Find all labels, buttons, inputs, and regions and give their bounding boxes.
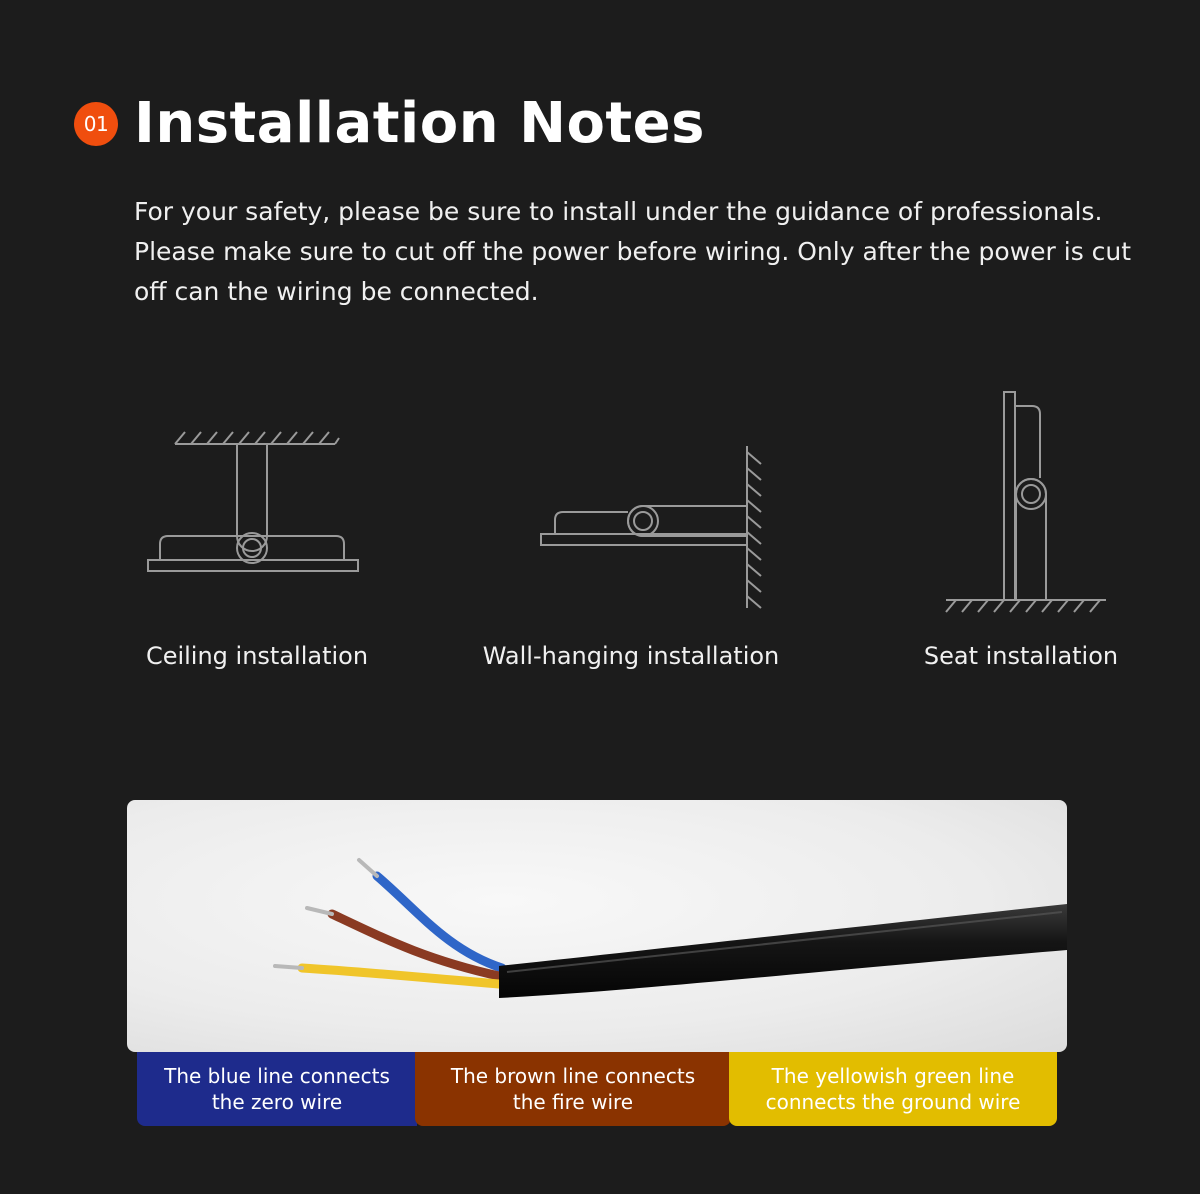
caption-wall-hanging: Wall-hanging installation [482,642,780,670]
page-title: Installation Notes [134,91,705,156]
section-number-badge: 01 [74,102,118,146]
caption-ceiling: Ceiling installation [145,642,369,670]
safety-intro-text: For your safety, please be sure to install under the guidance of professionals. Please make sure to cut off the power before wiring. Only after the power is cut off can the wiring be connected. [134,197,1132,306]
ceiling-mount-icon [140,424,370,584]
cable-photo [127,800,1067,1052]
blue-wire [377,876,502,968]
yellow-wire-label-text: The yellowish green line connects the ground wire [765,1064,1021,1114]
wall-mount-icon [535,440,775,612]
section-header [74,92,705,156]
brown-wire-label [415,1052,731,1126]
brown-wire-label-text: The brown line connects the fire wire [450,1064,696,1114]
black-cable [499,904,1067,998]
caption-seat: Seat installation [923,642,1119,670]
brown-wire [332,914,499,976]
wire-legend [137,1052,1057,1126]
blue-wire-label-text: The blue line connects the zero wire [164,1064,390,1114]
yellow-wire-label [729,1052,1057,1126]
blue-wire-label [137,1052,417,1126]
floor-seat-icon [940,388,1110,618]
